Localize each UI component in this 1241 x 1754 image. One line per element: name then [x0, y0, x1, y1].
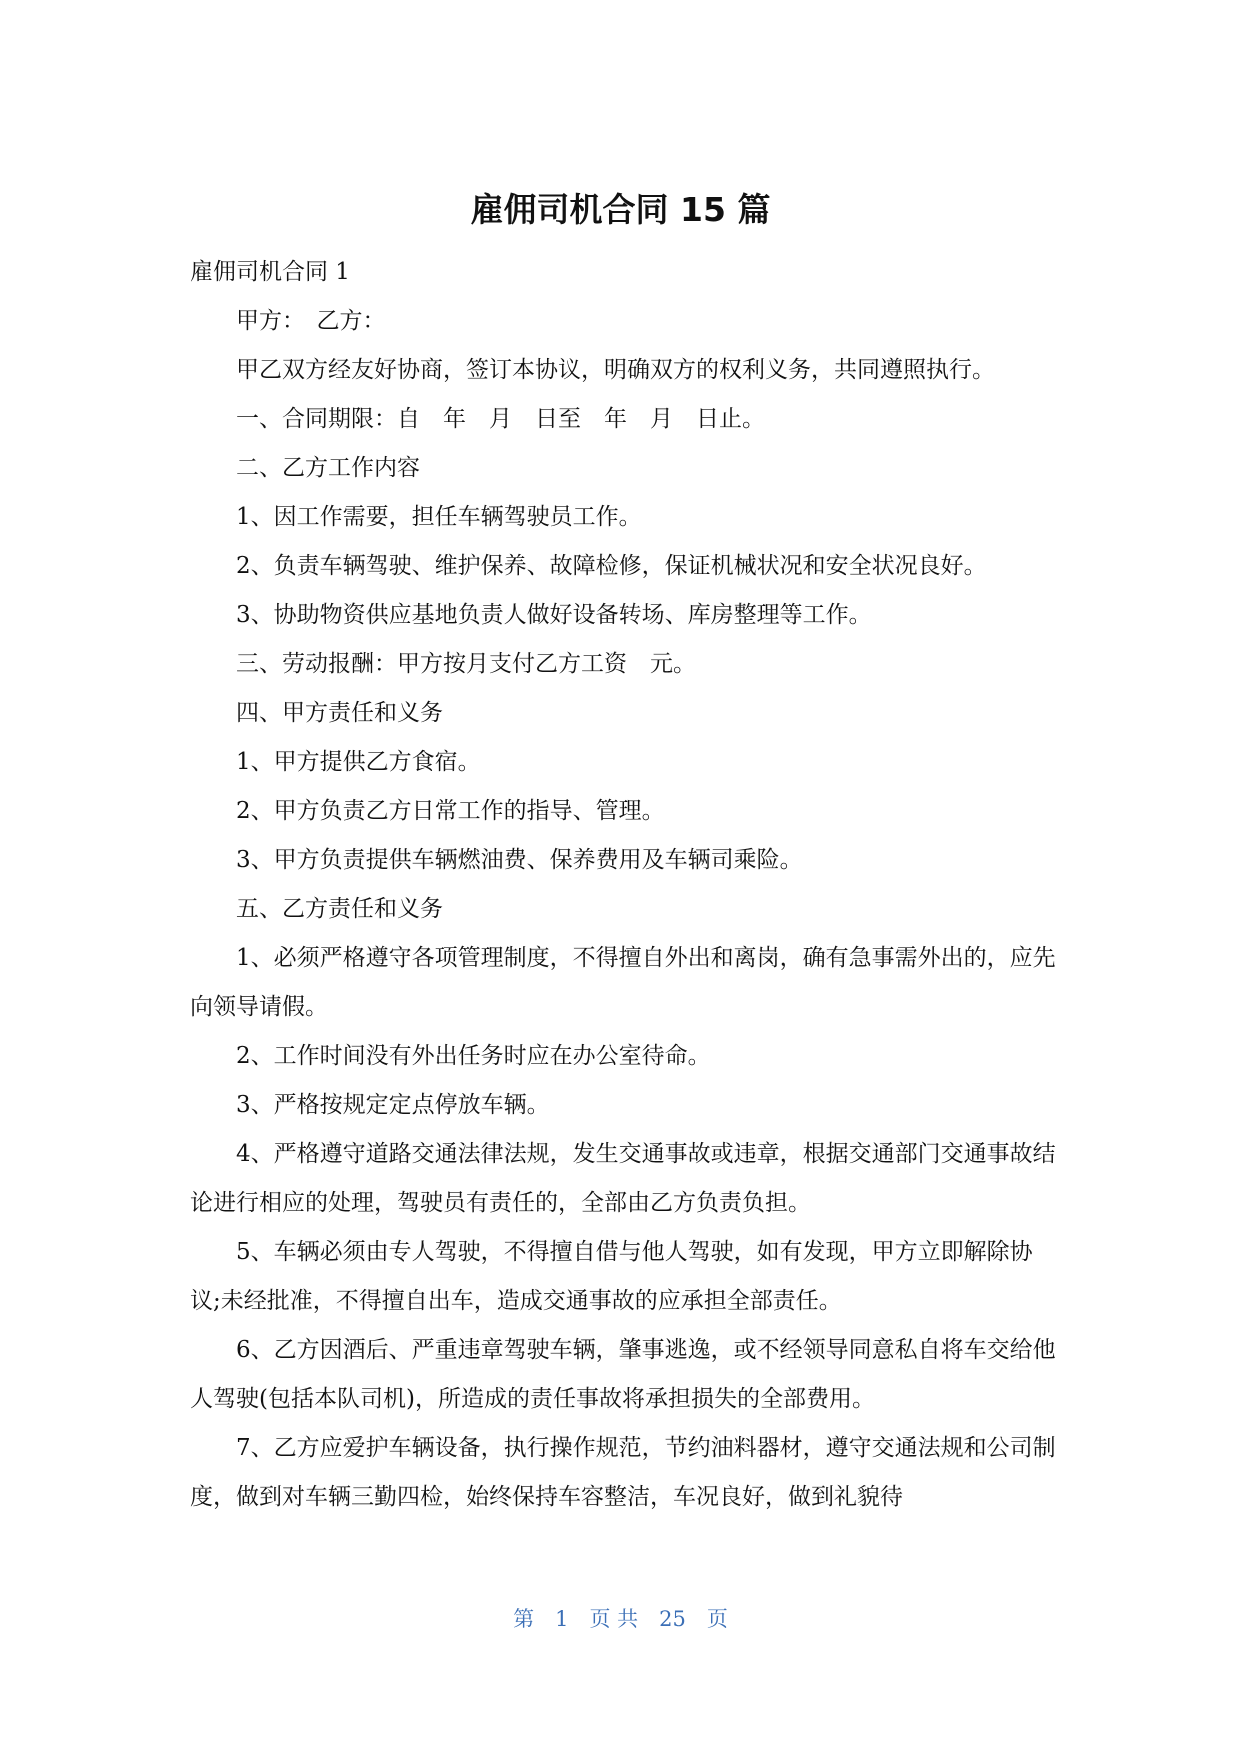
paragraph-party-a-3: 3、甲方负责提供车辆燃油费、保养费用及车辆司乘险。: [236, 847, 803, 873]
paragraph-party-b-5: 5、车辆必须由专人驾驶，不得擅自借与他人驾驶，如有发现，甲方立即解除协议;未经批准，不得擅自出车，造成交通事故的应承担全部责任。: [190, 1239, 1033, 1314]
page-number-footer: 第 1 页 共 25 页: [513, 1607, 728, 1631]
paragraph-parties: 甲方： 乙方：: [236, 308, 386, 334]
document-body: [190, 248, 1058, 1522]
paragraph-party-b-3: 3、严格按规定定点停放车辆。: [236, 1092, 550, 1118]
paragraph-term: 一、合同期限：自 年 月 日至 年 月 日止。: [236, 406, 765, 432]
paragraph-party-b-1: 1、必须严格遵守各项管理制度，不得擅自外出和离岗，确有急事需外出的，应先向领导请假。: [190, 945, 1056, 1020]
paragraph-work-1: 1、因工作需要，担任车辆驾驶员工作。: [236, 504, 642, 530]
paragraph-pay: 三、劳动报酬：甲方按月支付乙方工资 元。: [236, 651, 696, 677]
paragraph-heading-work: 二、乙方工作内容: [236, 455, 420, 481]
paragraph-heading-party-a: 四、甲方责任和义务: [236, 700, 443, 726]
paragraph-intro: 甲乙双方经友好协商，签订本协议，明确双方的权利义务，共同遵照执行。: [236, 357, 995, 383]
section-heading: 雇佣司机合同 1: [190, 259, 350, 285]
paragraph-party-a-2: 2、甲方负责乙方日常工作的指导、管理。: [236, 798, 665, 824]
paragraph-party-a-1: 1、甲方提供乙方食宿。: [236, 749, 481, 775]
paragraph-party-b-7: 7、乙方应爱护车辆设备，执行操作规范，节约油料器材，遵守交通法规和公司制度，做到对车辆三勤四检，始终保持车容整洁，车况良好，做到礼貌待: [190, 1435, 1056, 1510]
paragraph-work-2: 2、负责车辆驾驶、维护保养、故障检修，保证机械状况和安全状况良好。: [236, 553, 987, 579]
document-title: 雇佣司机合同 15 篇: [470, 190, 771, 229]
paragraph-party-b-6: 6、乙方因酒后、严重违章驾驶车辆，肇事逃逸，或不经领导同意私自将车交给他人驾驶(包括本队司机)，所造成的责任事故将承担损失的全部费用。: [190, 1337, 1056, 1412]
paragraph-work-3: 3、协助物资供应基地负责人做好设备转场、库房整理等工作。: [236, 602, 872, 628]
paragraph-heading-party-b: 五、乙方责任和义务: [236, 896, 443, 922]
paragraph-party-b-2: 2、工作时间没有外出任务时应在办公室待命。: [236, 1043, 711, 1069]
paragraph-party-b-4: 4、严格遵守道路交通法律法规，发生交通事故或违章，根据交通部门交通事故结论进行相应的处理，驾驶员有责任的，全部由乙方负责负担。: [190, 1141, 1056, 1216]
